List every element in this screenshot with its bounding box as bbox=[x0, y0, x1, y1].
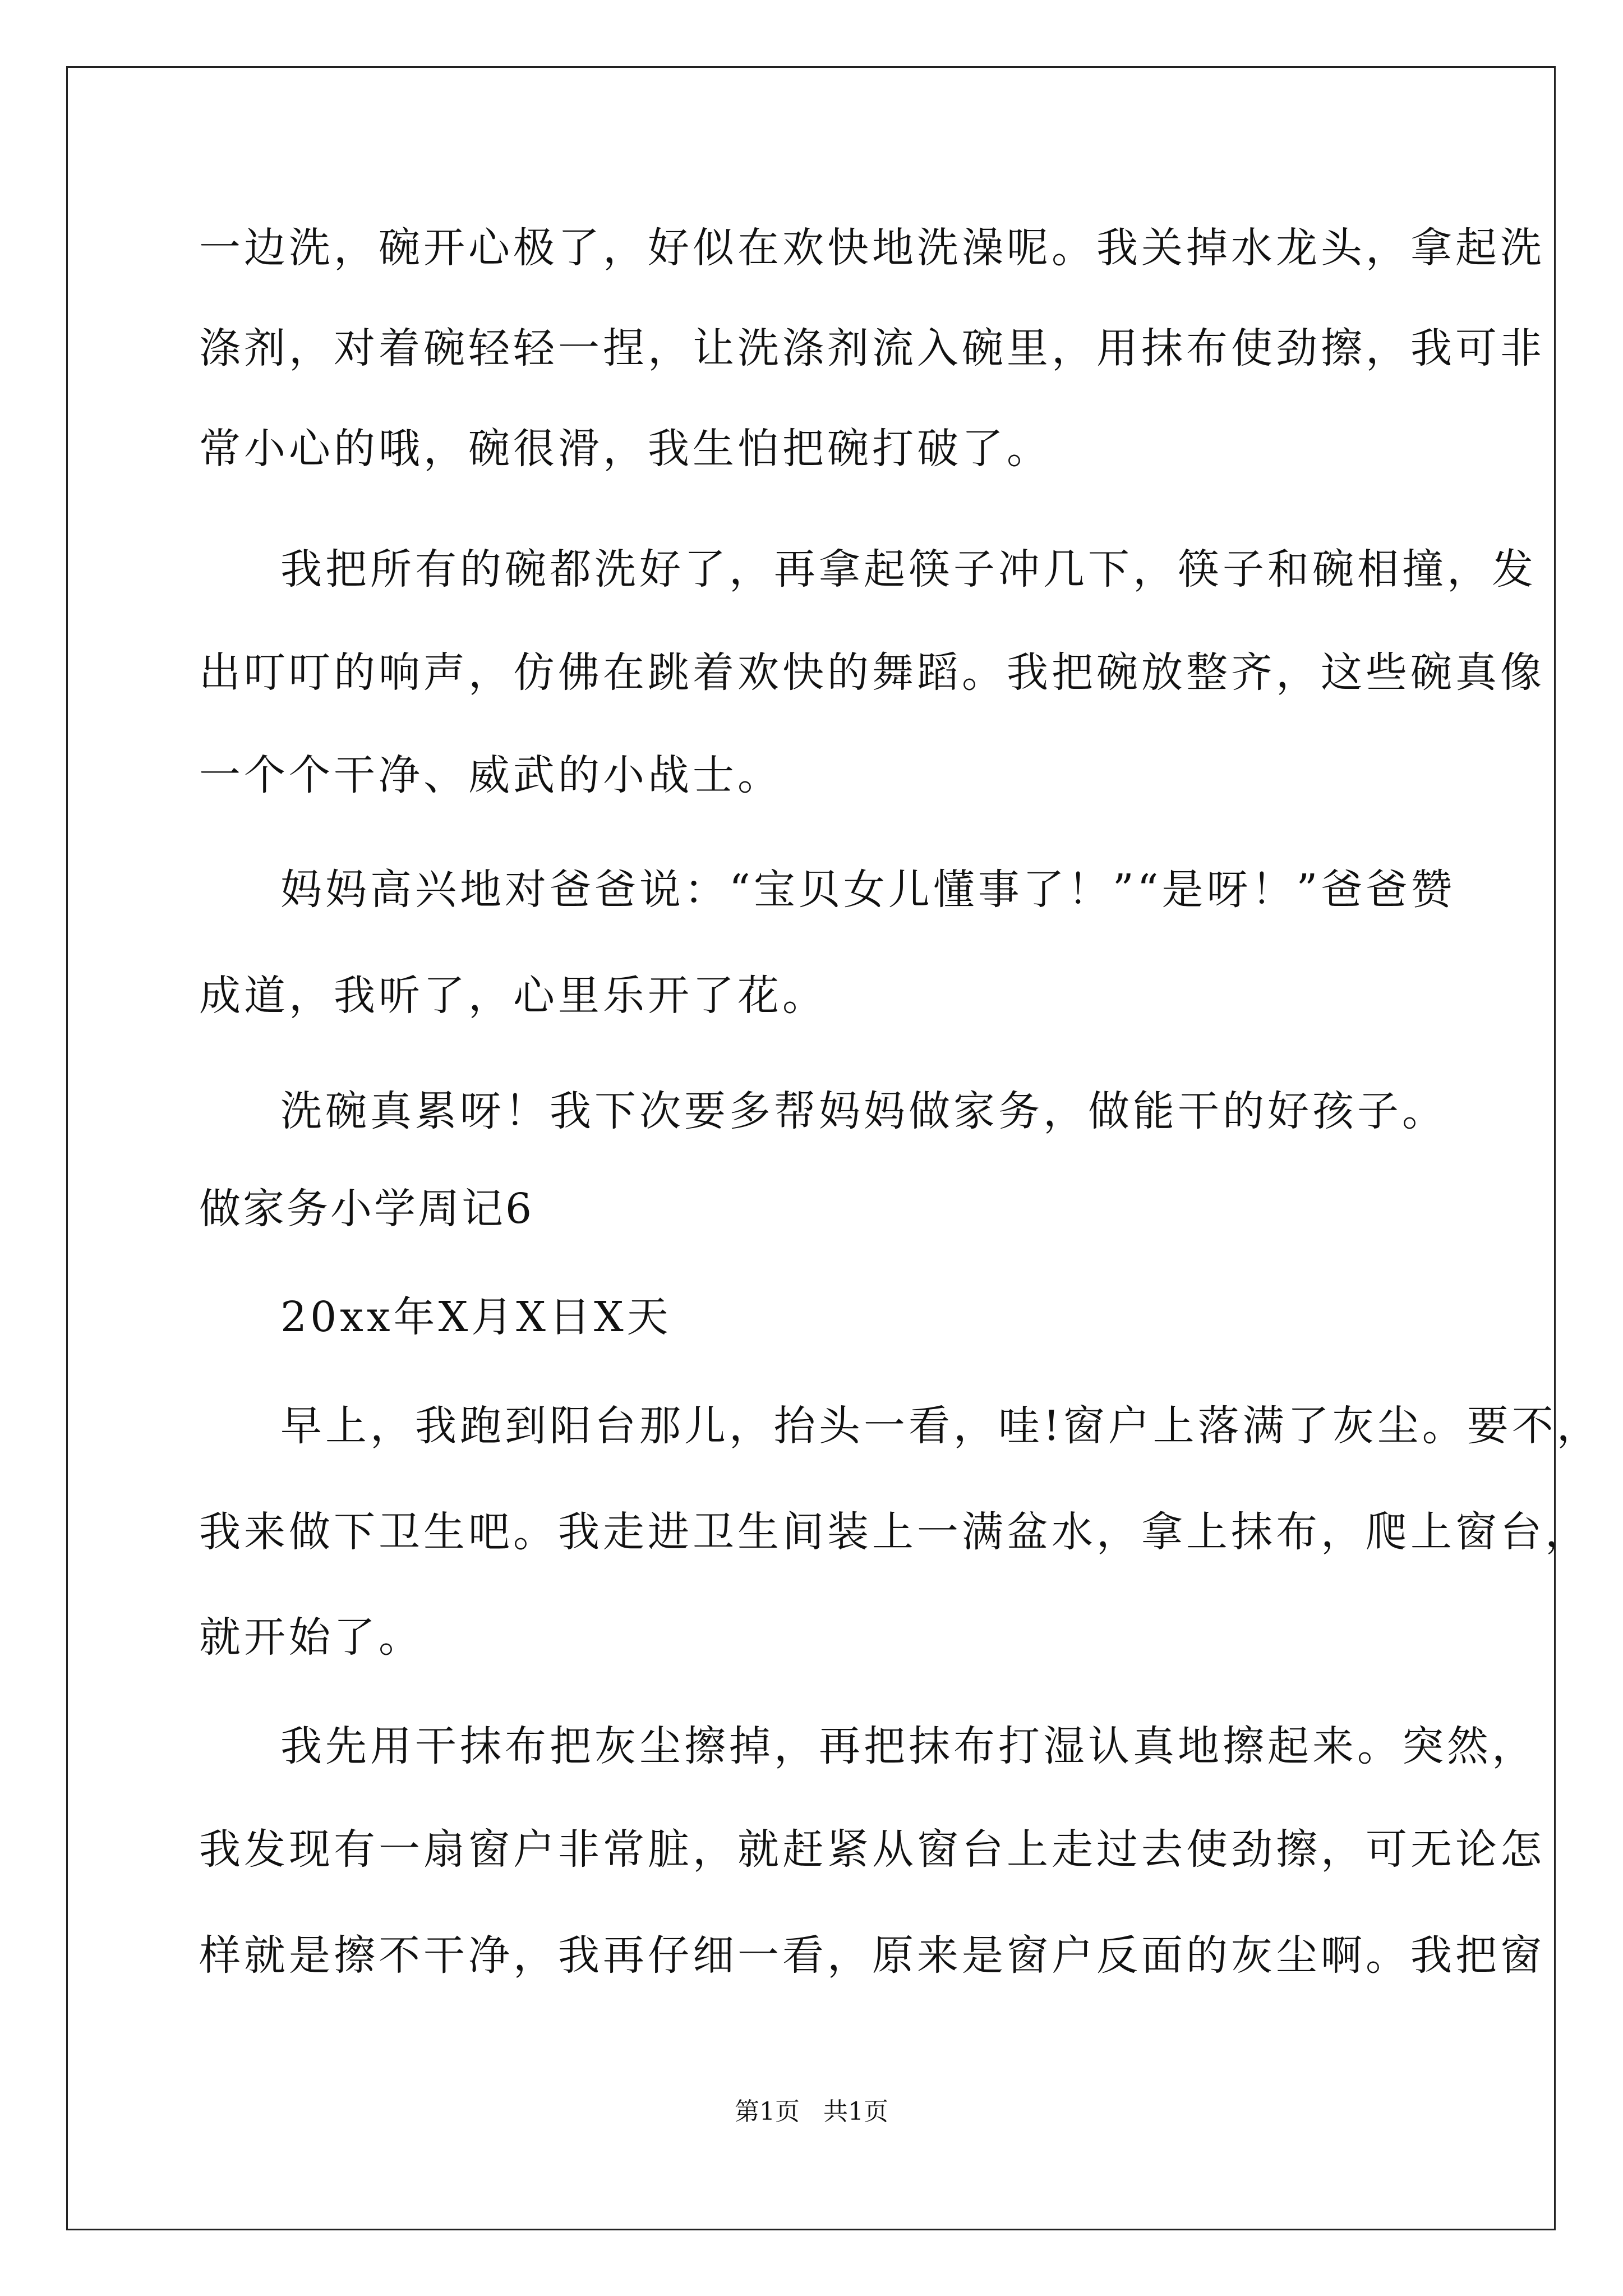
text-line: 我把所有的碗都洗好了，再拿起筷子冲几下，筷子和碗相撞，发 bbox=[280, 545, 1537, 593]
text-line: 样就是擦不干净，我再仔细一看，原来是窗户反面的灰尘啊。我把窗 bbox=[199, 1931, 1545, 1980]
text-line: 出叮叮的响声，仿佛在跳着欢快的舞蹈。我把碗放整齐，这些碗真像 bbox=[199, 648, 1545, 697]
text-line: 成道，我听了，心里乐开了花。 bbox=[199, 972, 827, 1020]
page-border bbox=[66, 66, 1556, 2230]
text-line: 我来做下卫生吧。我走进卫生间装上一满盆水，拿上抹布，爬上窗台， bbox=[199, 1508, 1590, 1556]
text-line: 常小心的哦，碗很滑，我生怕把碗打破了。 bbox=[199, 425, 1052, 473]
text-line: 一个个干净、威武的小战士。 bbox=[199, 751, 782, 799]
page-footer bbox=[0, 2095, 1623, 2129]
page-number: 第1页 bbox=[735, 2097, 800, 2126]
text-line: 我发现有一扇窗户非常脏，就赶紧从窗台上走过去使劲擦，可无论怎 bbox=[199, 1825, 1545, 1874]
section-heading: 做家务小学周记6 bbox=[199, 1185, 534, 1233]
date-line: 20xx年X月X日X天 bbox=[280, 1293, 672, 1341]
page-total: 共1页 bbox=[823, 2097, 888, 2126]
text-line: 妈妈高兴地对爸爸说：“宝贝女儿懂事了！”“是呀！”爸爸赞 bbox=[280, 866, 1456, 914]
text-line: 涤剂，对着碗轻轻一捏，让洗涤剂流入碗里，用抹布使劲擦，我可非 bbox=[199, 324, 1545, 372]
text-line: 早上，我跑到阳台那儿，抬头一看，哇!窗户上落满了灰尘。要不， bbox=[280, 1402, 1602, 1450]
text-line: 我先用干抹布把灰尘擦掉，再把抹布打湿认真地擦起来。突然， bbox=[280, 1722, 1537, 1770]
text-line: 洗碗真累呀！我下次要多帮妈妈做家务，做能干的好孩子。 bbox=[280, 1087, 1447, 1135]
text-line: 一边洗，碗开心极了，好似在欢快地洗澡呢。我关掉水龙头，拿起洗 bbox=[199, 224, 1545, 272]
text-line: 就开始了。 bbox=[199, 1613, 423, 1662]
